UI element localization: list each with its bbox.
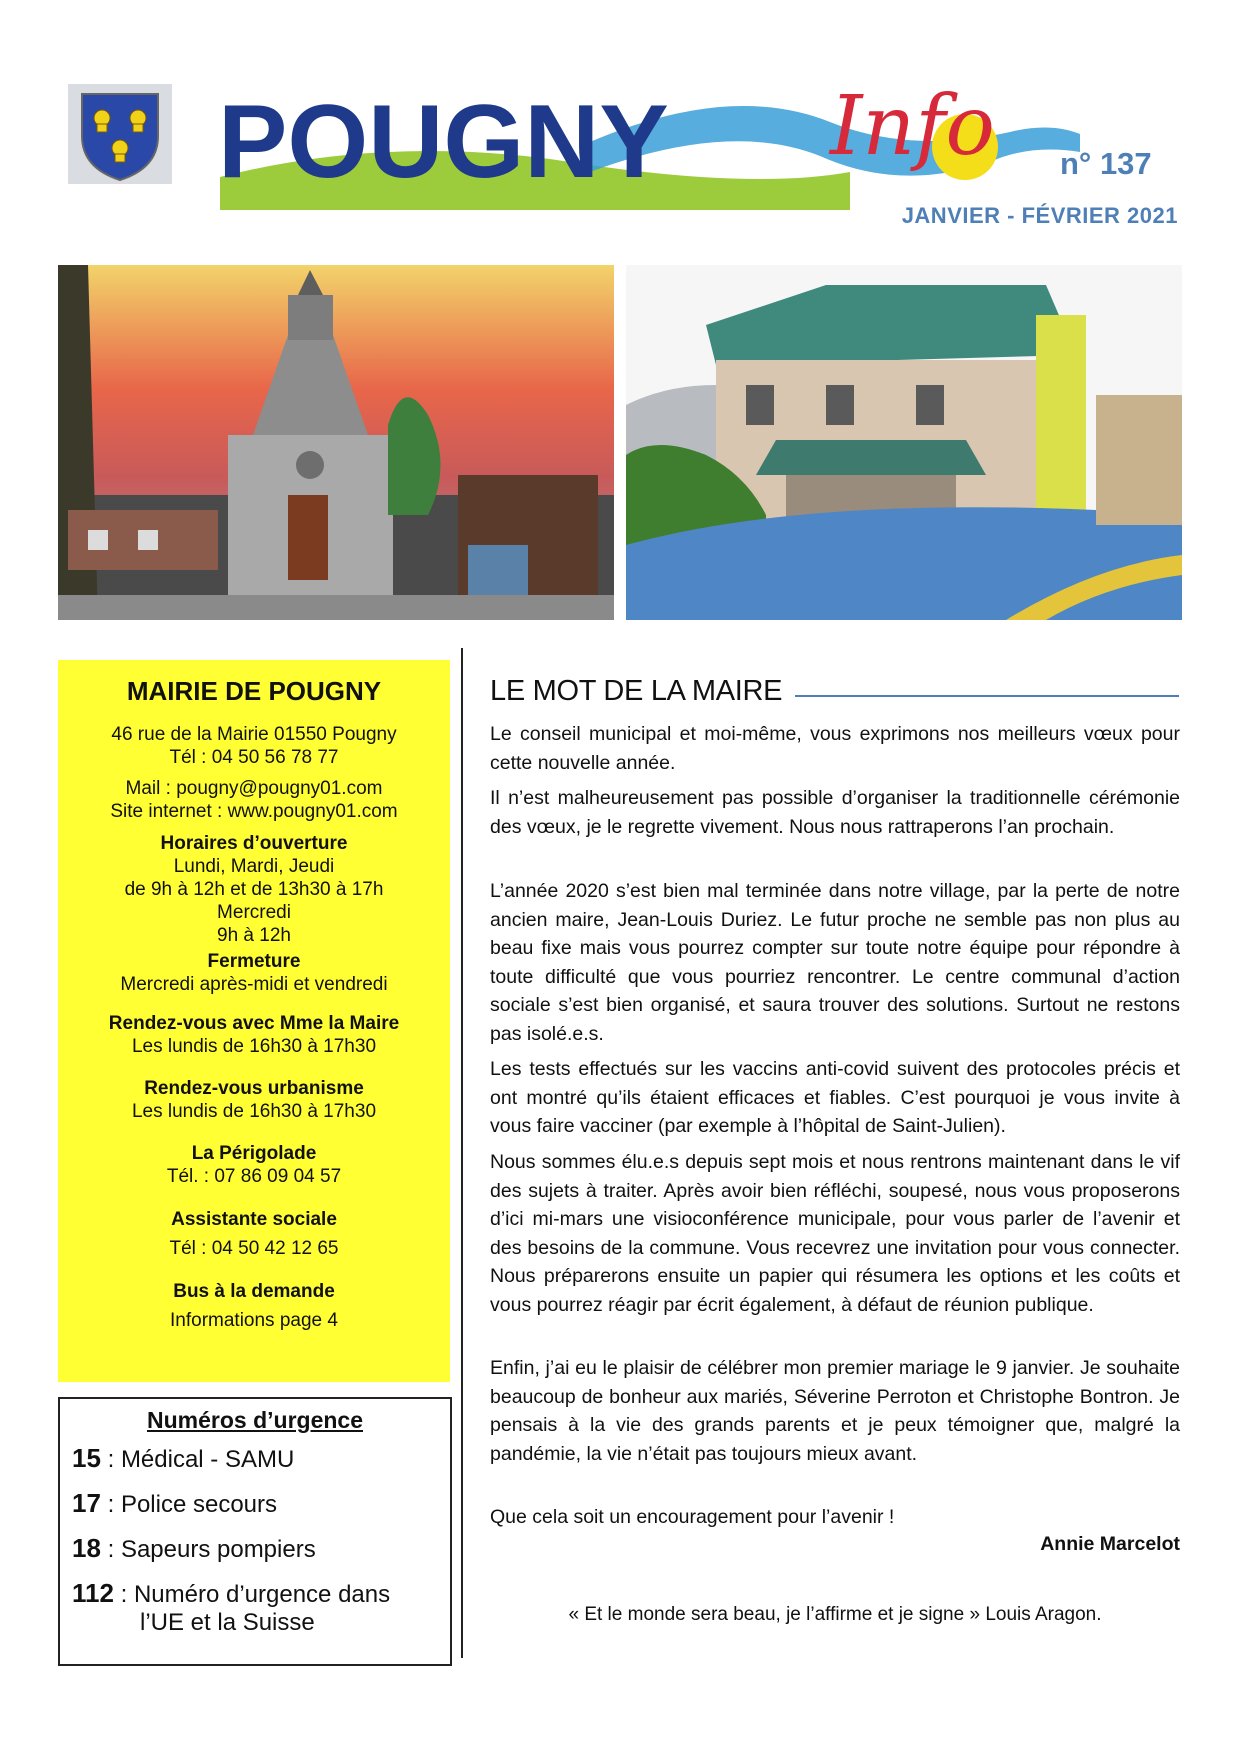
- closing-heading: Fermeture: [207, 951, 301, 972]
- town-hall-painting: [626, 265, 1182, 620]
- mairie-website[interactable]: Site internet : www.pougny01.com: [110, 801, 398, 822]
- article-paragraph: Le conseil municipal et moi-même, vous exprimons nos meilleurs vœux pour cette nouvelle année.: [490, 723, 1180, 774]
- emergency-row: 112 : Numéro d’urgence dans: [72, 1578, 391, 1608]
- mairie-info-box: [58, 660, 450, 1382]
- article-paragraph: Les tests effectués sur les vaccins anti-covid suivent des protocoles précis et ont montré qu’ils étaient efficaces et fiables. C’est pourquoi je vous invite à vous faire vacciner (par exemple à l’hôpital de Saint-Julien).: [490, 1058, 1180, 1137]
- emergency-title: Numéros d’urgence: [147, 1407, 363, 1433]
- article-paragraph: Il n’est malheureusement pas possible d’organiser la traditionnelle cérémonie des vœux, je le regrette vivement. Nous nous rattraperons l’an prochain.: [490, 787, 1180, 838]
- emergency-numbers-box: [58, 1397, 452, 1666]
- column-divider: [461, 648, 463, 1658]
- mairie-address: 46 rue de la Mairie 01550 Pougny: [111, 724, 397, 745]
- perigolade-heading: La Périgolade: [191, 1143, 317, 1164]
- coat-of-arms-icon: [68, 84, 172, 184]
- emergency-row: 17 : Police secours: [72, 1488, 278, 1518]
- masthead-title: POUGNY: [218, 84, 669, 200]
- article-paragraph: L’année 2020 s’est bien mal terminée dans notre village, par la perte de notre ancien maire, Jean-Louis Duriez. Le futur proche ne semble pas non plus au beau fixe mais vous pourrez compter sur toute notre équipe pour répondre à toute difficulté que vous pourriez rencontrer. Le centre communal d’action sociale s’est bien organisé, et saura trouver des solutions. Surtout ne restons pas isolé.e.s.: [490, 880, 1180, 1045]
- social-heading: Assistante sociale: [171, 1209, 337, 1230]
- emergency-number: 18: [72, 1533, 101, 1563]
- rdv-maire-text: Les lundis de 16h30 à 17h30: [131, 1036, 377, 1057]
- article-paragraph: Que cela soit un encouragement pour l’avenir !: [490, 1506, 895, 1528]
- masthead-script: Info: [830, 79, 995, 174]
- masthead-logo: [210, 62, 1090, 222]
- emergency-label: Numéro d’urgence dans: [133, 1581, 391, 1608]
- emergency-label: Médical - SAMU: [120, 1446, 295, 1473]
- title-rule: [795, 695, 1179, 697]
- emergency-label: Sapeurs pompiers: [120, 1536, 316, 1563]
- hours-times: de 9h à 12h et de 13h30 à 17h: [124, 879, 384, 900]
- emergency-row: 15 : Médical - SAMU: [72, 1443, 295, 1473]
- church-painting: [58, 265, 614, 620]
- emergency-number: 15: [72, 1443, 101, 1473]
- hours-heading: Horaires d’ouverture: [160, 833, 348, 854]
- closing-quote: « Et le monde sera beau, je l’affirme et je signe » Louis Aragon.: [568, 1604, 1102, 1625]
- issue-date: JANVIER - FÉVRIER 2021: [901, 203, 1178, 228]
- hours-days: Lundi, Mardi, Jeudi: [173, 856, 335, 877]
- mairie-mail[interactable]: Mail : pougny@pougny01.com: [125, 778, 383, 799]
- rdv-urba-heading: Rendez-vous urbanisme: [144, 1078, 364, 1099]
- hours-day2: Mercredi: [217, 902, 291, 923]
- emergency-row: 18 : Sapeurs pompiers: [72, 1533, 316, 1563]
- closing-text: Mercredi après-midi et vendredi: [120, 974, 388, 995]
- bus-heading: Bus à la demande: [173, 1281, 335, 1302]
- perigolade-tel: Tél. : 07 86 09 04 57: [166, 1166, 342, 1187]
- hours-time2: 9h à 12h: [217, 925, 291, 946]
- mairie-title: MAIRIE DE POUGNY: [126, 676, 382, 706]
- rdv-maire-heading: Rendez-vous avec Mme la Maire: [108, 1013, 400, 1034]
- article-title: LE MOT DE LA MAIRE: [490, 675, 783, 707]
- article-paragraph: Enfin, j’ai eu le plaisir de célébrer mon premier mariage le 9 janvier. Je souhaite beaucoup de bonheur aux mariés, Séverine Perroton et Christophe Bontron. Je pensais à la vie des grands parents et je peux témoigner que, malgré la pandémie, la vie n’était pas toujours mieux avant.: [490, 1357, 1180, 1465]
- emergency-label: Police secours: [120, 1491, 278, 1518]
- social-tel: Tél : 04 50 42 12 65: [169, 1238, 339, 1259]
- issue-number: n° 137: [1060, 146, 1152, 181]
- mairie-tel: Tél : 04 50 56 78 77: [169, 747, 339, 768]
- bus-text: Informations page 4: [170, 1310, 338, 1331]
- article-signature: Annie Marcelot: [1040, 1533, 1180, 1555]
- emergency-number: 112: [72, 1578, 114, 1608]
- emergency-label-continued: l’UE et la Suisse: [140, 1609, 315, 1636]
- rdv-urba-text: Les lundis de 16h30 à 17h30: [131, 1101, 377, 1122]
- article-paragraph: Nous sommes élu.e.s depuis sept mois et nous rentrons maintenant dans le vif des sujets à traiter. Après avoir bien réfléchi, soupesé, nous vous proposerons d’ici mi-mars une visioconférence municipale, pour vous parler de l’avenir et des besoins de la commune. Vous recevrez une invitation pour vous connecter. Nous préparerons ensuite un papier qui résumera les options et les coûts et vous pourrez réagir par écrit également, à défaut de réunion publique.: [490, 1151, 1180, 1316]
- emergency-number: 17: [72, 1488, 101, 1518]
